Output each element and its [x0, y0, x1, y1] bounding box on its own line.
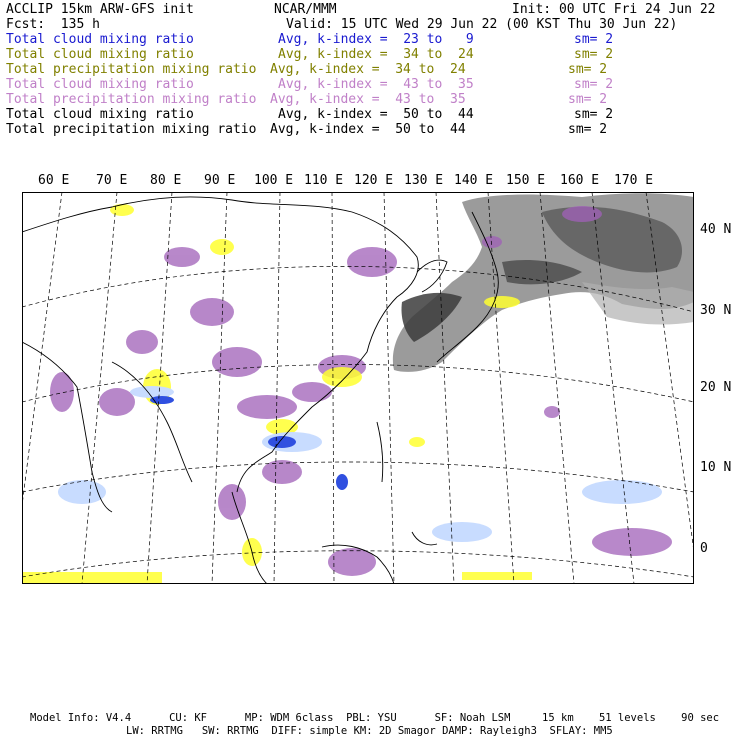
lon-label: 110 E: [304, 173, 344, 188]
map-canvas: [22, 192, 694, 584]
field-name: Total cloud mixing ratio: [6, 77, 194, 92]
valid-time: Valid: 15 UTC Wed 29 Jun 22 (00 KST Thu 30 Jun 22): [286, 17, 678, 32]
lon-label: 120 E: [354, 173, 394, 188]
model-info-line2: LW: RRTMG SW: RRTMG DIFF: simple KM: 2D Smagor DAMP: Rayleigh3 SFLAY: MM5: [126, 725, 613, 737]
lat-label: 30 N: [700, 303, 732, 318]
model-info-line1: Model Info: V4.4 CU: KF MP: WDM 6class PBL: YSU SF: Noah LSM 15 km 51 levels 90 sec: [30, 712, 720, 724]
lon-label: 100 E: [254, 173, 294, 188]
lon-label: 160 E: [560, 173, 600, 188]
field-avg: Avg, k-index = 34 to 24: [278, 47, 474, 62]
lat-label: 20 N: [700, 380, 732, 395]
field-name: Total precipitation mixing ratio: [6, 92, 257, 107]
field-name: Total precipitation mixing ratio: [6, 122, 257, 137]
lon-label: 60 E: [38, 173, 70, 188]
map-panel: [22, 192, 694, 584]
field-name: Total cloud mixing ratio: [6, 107, 194, 122]
field-sm: sm= 2: [574, 107, 614, 122]
lon-label: 150 E: [506, 173, 546, 188]
lon-label: 70 E: [96, 173, 128, 188]
field-sm: sm= 2: [568, 92, 608, 107]
lon-label: 90 E: [204, 173, 236, 188]
lon-label: 80 E: [150, 173, 182, 188]
field-sm: sm= 2: [574, 77, 614, 92]
field-name: Total cloud mixing ratio: [6, 32, 194, 47]
field-avg: Avg, k-index = 43 to 35: [270, 92, 466, 107]
lon-label: 140 E: [454, 173, 494, 188]
field-sm: sm= 2: [574, 32, 614, 47]
field-sm: sm= 2: [574, 47, 614, 62]
field-sm: sm= 2: [568, 62, 608, 77]
field-avg: Avg, k-index = 50 to 44: [270, 122, 466, 137]
model-title: ACCLIP 15km ARW-GFS init: [6, 2, 194, 17]
forecast-hour: Fcst: 135 h: [6, 17, 100, 32]
field-avg: Avg, k-index = 43 to 35: [278, 77, 474, 92]
field-name: Total precipitation mixing ratio: [6, 62, 257, 77]
init-time: Init: 00 UTC Fri 24 Jun 22: [512, 2, 716, 17]
field-avg: Avg, k-index = 34 to 24: [270, 62, 466, 77]
lat-label: 40 N: [700, 222, 732, 237]
field-sm: sm= 2: [568, 122, 608, 137]
lat-label: 10 N: [700, 460, 732, 475]
field-name: Total cloud mixing ratio: [6, 47, 194, 62]
field-avg: Avg, k-index = 50 to 44: [278, 107, 474, 122]
lon-label: 170 E: [614, 173, 654, 188]
field-avg: Avg, k-index = 23 to 9: [278, 32, 474, 47]
center-title: NCAR/MMM: [274, 2, 337, 17]
lat-label: 0: [700, 541, 708, 556]
lon-label: 130 E: [404, 173, 444, 188]
